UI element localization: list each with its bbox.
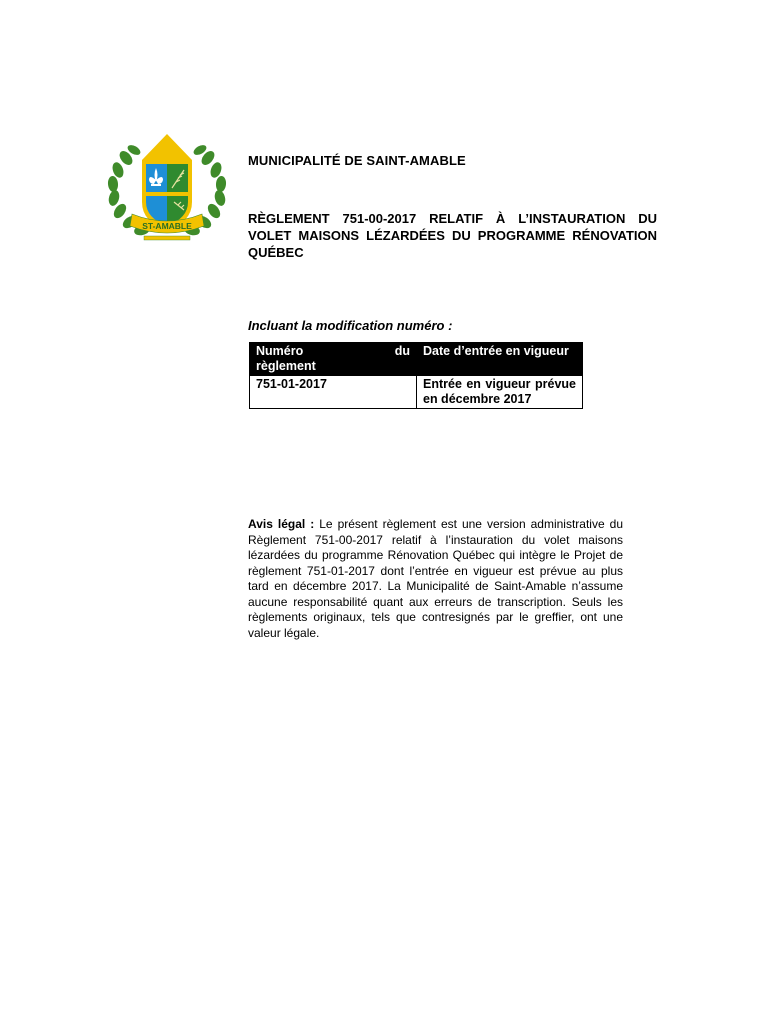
municipality-heading: MUNICIPALITÉ DE SAINT-AMABLE: [248, 153, 466, 168]
regulation-number-cell: 751-01-2017: [250, 376, 417, 409]
header-number-cell: Numéro du règlement: [250, 343, 417, 376]
municipal-coat-of-arms-logo: [104, 130, 230, 248]
legal-notice: [248, 517, 623, 641]
effective-date-cell: Entrée en vigueur prévue en décembre 2017: [417, 376, 583, 409]
table-row: [250, 376, 583, 409]
modifications-table: [249, 342, 583, 409]
regulation-title: RÈGLEMENT 751-00-2017 RELATIF À L’INSTAURATION DU VOLET MAISONS LÉZARDÉES DU PROGRAMME RÉNOVATION QUÉBEC: [248, 211, 657, 260]
header-date-cell: Date d’entrée en vigueur: [417, 343, 583, 376]
legal-notice-text: Le présent règlement est une version administrative du Règlement 751-00-2017 relatif à l’instauration du volet maisons lézardées du programme Rénovation Québec qui intègre le Projet de règlement 751-01-2017 dont l’entrée en vigueur est prévue au plus tard en décembre 2017. La Municipalité de Saint-Amable n’assume aucune responsabilité quant aux erreurs de transcription. Seuls les règlements originaux, tels que contresignés par le greffier, ont une valeur légale.: [248, 517, 623, 640]
table-header-row: [250, 343, 583, 376]
banner-text: ST-AMABLE: [142, 221, 192, 231]
modifications-heading: Incluant la modification numéro :: [248, 318, 453, 333]
roof-triangle-icon: [142, 134, 192, 160]
legal-notice-label: Avis légal :: [248, 517, 315, 531]
